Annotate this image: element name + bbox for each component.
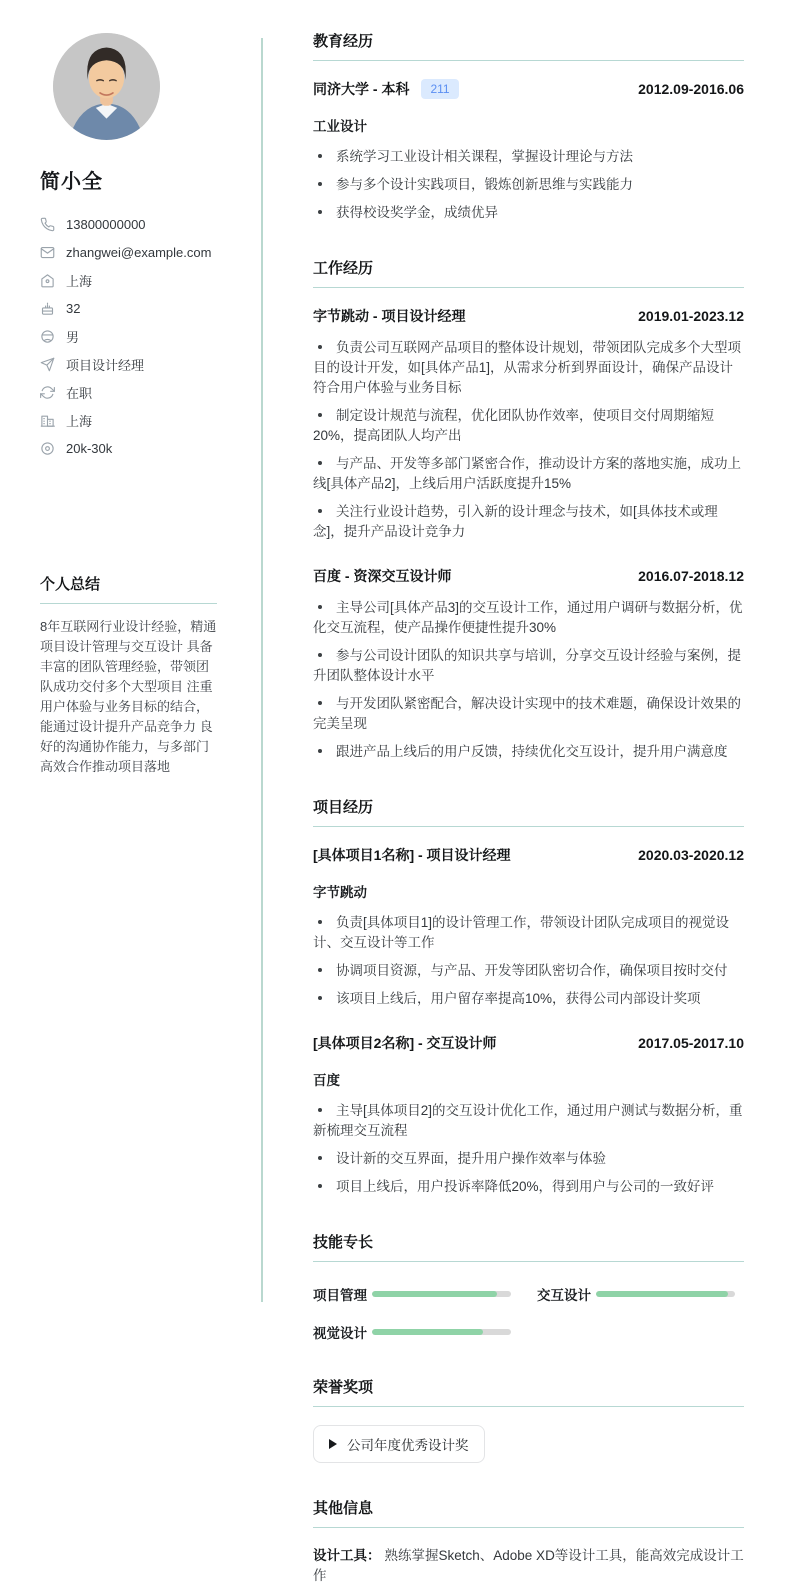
contact-item-status <box>40 378 242 406</box>
entry-date: 2012.09-2016.06 <box>638 81 744 97</box>
section-title-other: 其他信息 <box>313 1497 744 1528</box>
home-icon <box>40 273 55 288</box>
project-role: [具体项目1名称] - 项目设计经理 <box>313 847 511 863</box>
skill-progress-bar <box>372 1329 511 1335</box>
entry-header <box>313 566 744 586</box>
skills-grid <box>313 1284 744 1342</box>
work-entry <box>313 566 744 762</box>
summary-title: 个人总结 <box>40 573 217 604</box>
section-work-experience <box>313 257 744 762</box>
other-info-text: 熟练掌握Sketch、Adobe XD等设计工具，能高效完成设计工作 <box>313 1548 744 1583</box>
gender-icon <box>40 329 55 344</box>
entry-header <box>313 845 744 865</box>
skill-progress-fill <box>596 1291 728 1297</box>
age-icon <box>40 301 55 316</box>
skill-progress-bar <box>596 1291 735 1297</box>
contact-gender-value: 男 <box>66 329 80 345</box>
sidebar <box>40 0 242 777</box>
bullet-item: 负责公司互联网产品项目的整体设计规划，带领团队完成多个大型项目的设计开发，如[具体产品1]，从需求分析到界面设计，确保产品设计符合用户体验与业务目标 <box>313 338 744 398</box>
contact-item-gender <box>40 322 242 350</box>
bullet-item: 项目上线后，用户投诉率降低20%，得到用户与公司的一致好评 <box>313 1177 744 1197</box>
work-entry <box>313 306 744 542</box>
mail-icon <box>40 245 55 260</box>
refresh-icon <box>40 385 55 400</box>
skill-label: 项目管理 <box>313 1288 367 1303</box>
honor-award-label: 公司年度优秀设计奖 <box>347 1438 469 1453</box>
contact-list <box>40 210 242 462</box>
section-title-skills: 技能专长 <box>313 1231 744 1262</box>
skill-item-visual-design <box>313 1322 511 1342</box>
contact-email-value: zhangwei@example.com <box>66 244 212 260</box>
skill-label: 视觉设计 <box>313 1326 367 1341</box>
bullet-item: 参与公司设计团队的知识共享与培训，分享交互设计经验与案例，提升团队整体设计水平 <box>313 646 744 686</box>
bullet-item: 与开发团队紧密配合，解决设计实现中的技术难题，确保设计效果的完美呈现 <box>313 694 744 734</box>
project-role: [具体项目2名称] - 交互设计师 <box>313 1035 497 1051</box>
bullet-list <box>313 147 744 223</box>
major-name: 工业设计 <box>313 119 367 134</box>
bullet-item: 该项目上线后，用户留存率提高10%，获得公司内部设计奖项 <box>313 989 744 1009</box>
skill-item-project-management <box>313 1284 511 1304</box>
contact-item-city <box>40 406 242 434</box>
entry-date: 2020.03-2020.12 <box>638 847 744 863</box>
section-other-info <box>313 1497 744 1586</box>
contact-item-job-title <box>40 350 242 378</box>
bullet-item: 设计新的交互界面，提升用户操作效率与体验 <box>313 1149 744 1169</box>
main-content <box>313 30 744 1586</box>
project-company: 百度 <box>313 1073 340 1088</box>
skill-progress-bar <box>372 1291 511 1297</box>
bullet-item: 与产品、开发等多部门紧密合作，推动设计方案的落地实施，成功上线[具体产品2]，上线后用户活跃度提升15% <box>313 454 744 494</box>
project-company: 字节跳动 <box>313 885 367 900</box>
school-211-badge: 211 <box>421 79 458 99</box>
section-title-honors: 荣誉奖项 <box>313 1376 744 1407</box>
contact-job-title-value: 项目设计经理 <box>66 357 145 373</box>
entry-header <box>313 306 744 326</box>
send-icon <box>40 357 55 372</box>
bullet-item: 参与多个设计实践项目，锻炼创新思维与实践能力 <box>313 175 744 195</box>
bullet-item: 制定设计规范与流程，优化团队协作效率，使项目交付周期缩短20%，提高团队人均产出 <box>313 406 744 446</box>
entry-header <box>313 79 744 99</box>
skill-progress-fill <box>372 1291 497 1297</box>
school-name: 同济大学 - 本科 <box>313 81 410 97</box>
bullet-item: 系统学习工业设计相关课程，掌握设计理论与方法 <box>313 147 744 167</box>
contact-phone-value: 13800000000 <box>66 216 146 232</box>
target-icon <box>40 441 55 456</box>
profile-name: 简小全 <box>40 171 103 193</box>
section-skills <box>313 1231 744 1342</box>
entry-date: 2016.07-2018.12 <box>638 568 744 584</box>
bullet-list <box>313 1101 744 1197</box>
contact-status-value: 在职 <box>66 385 93 401</box>
honor-award-button[interactable] <box>313 1425 485 1463</box>
bullet-item: 获得校设奖学金，成绩优异 <box>313 203 744 223</box>
phone-icon <box>40 217 55 232</box>
contact-location-value: 上海 <box>66 273 93 289</box>
contact-item-salary <box>40 434 242 462</box>
vertical-divider <box>261 38 263 1302</box>
skill-label: 交互设计 <box>537 1288 591 1303</box>
entry-date: 2017.05-2017.10 <box>638 1035 744 1051</box>
skill-item-interaction-design <box>537 1284 735 1304</box>
person-portrait-illustration <box>53 33 160 140</box>
bullet-item: 协调项目资源，与产品、开发等团队密切合作，确保项目按时交付 <box>313 961 744 981</box>
contact-item-phone <box>40 210 242 238</box>
section-education <box>313 30 744 223</box>
bullet-item: 主导[具体项目2]的交互设计优化工作，通过用户测试与数据分析，重新梳理交互流程 <box>313 1101 744 1141</box>
project-entry <box>313 1033 744 1197</box>
section-title-work: 工作经历 <box>313 257 744 288</box>
company-role: 字节跳动 - 项目设计经理 <box>313 308 466 324</box>
skill-progress-fill <box>372 1329 483 1335</box>
contact-item-location <box>40 266 242 294</box>
entry-header <box>313 1033 744 1053</box>
section-honors <box>313 1376 744 1463</box>
bullet-item: 关注行业设计趋势，引入新的设计理念与技术，如[具体技术或理念]，提升产品设计竞争力 <box>313 502 744 542</box>
bullet-item: 跟进产品上线后的用户反馈，持续优化交互设计，提升用户满意度 <box>313 742 744 762</box>
building-icon <box>40 413 55 428</box>
contact-item-email <box>40 238 242 266</box>
section-title-education: 教育经历 <box>313 30 744 61</box>
other-info-line <box>313 1546 744 1586</box>
contact-age-value: 32 <box>66 300 81 316</box>
section-title-projects: 项目经历 <box>313 796 744 827</box>
other-info-label: 设计工具： <box>313 1548 381 1563</box>
project-entry <box>313 845 744 1009</box>
contact-salary-value: 20k-30k <box>66 440 113 456</box>
section-project-experience <box>313 796 744 1197</box>
play-icon <box>329 1439 337 1449</box>
contact-city-value: 上海 <box>66 413 93 429</box>
entry-date: 2019.01-2023.12 <box>638 308 744 324</box>
section-personal-summary <box>40 573 217 777</box>
bullet-list <box>313 598 744 762</box>
bullet-item: 负责[具体项目1]的设计管理工作，带领设计团队完成项目的视觉设计、交互设计等工作 <box>313 913 744 953</box>
education-entry <box>313 79 744 223</box>
bullet-item: 主导公司[具体产品3]的交互设计工作，通过用户调研与数据分析，优化交互流程，使产品操作便捷性提升30% <box>313 598 744 638</box>
bullet-list <box>313 913 744 1009</box>
bullet-list <box>313 338 744 542</box>
company-role: 百度 - 资深交互设计师 <box>313 568 452 584</box>
summary-text: 8年互联网行业设计经验，精通项目设计管理与交互设计 具备丰富的团队管理经验，带领团队成功交付多个大型项目 注重用户体验与业务目标的结合，能通过设计提升产品竞争力 良好的沟通协作能力，与多部门高效合作推动项目落地 <box>40 619 217 774</box>
profile-photo <box>53 33 160 140</box>
contact-item-age <box>40 294 242 322</box>
